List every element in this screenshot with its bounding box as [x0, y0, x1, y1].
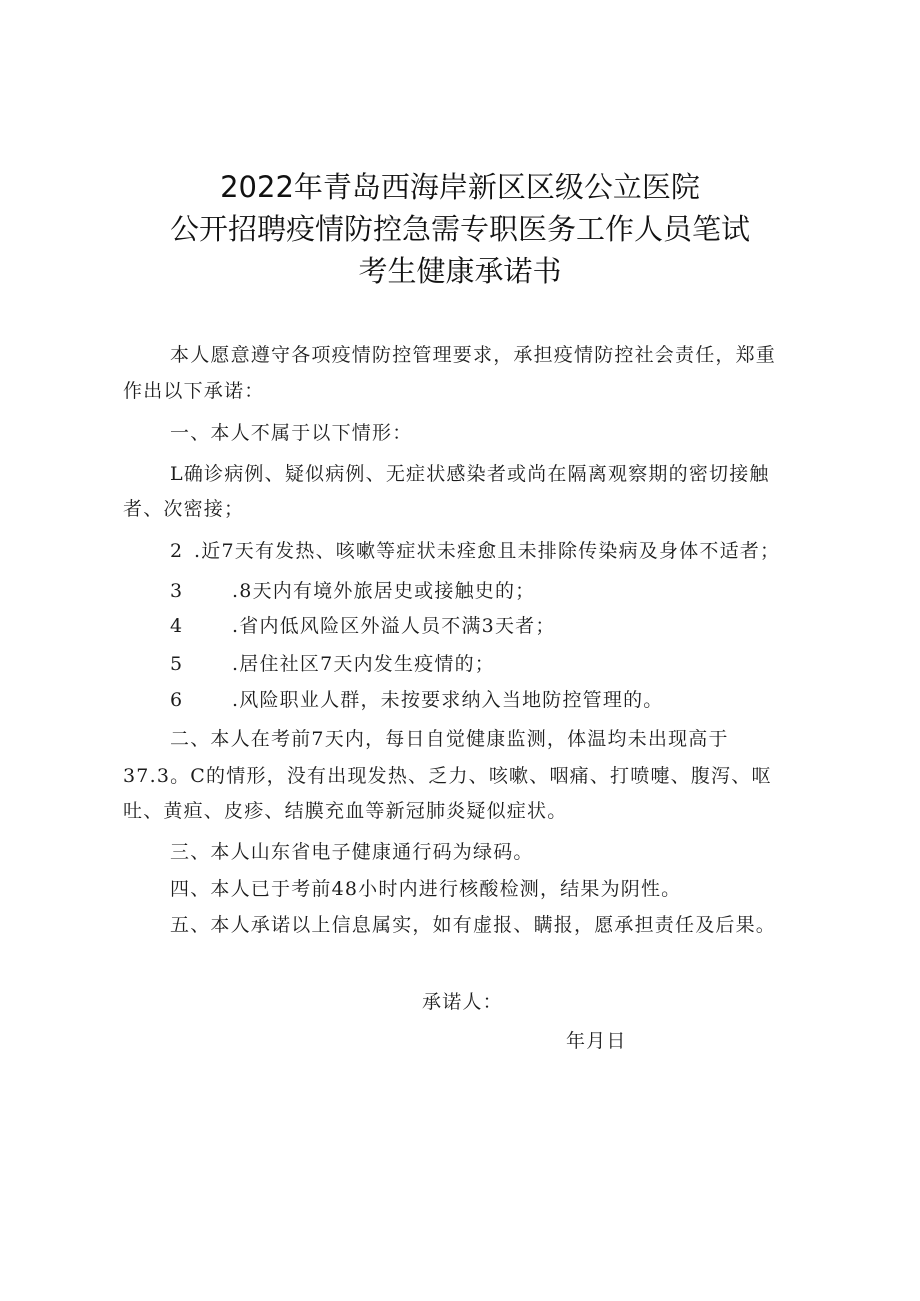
title-line-3: 考生健康承诺书	[358, 254, 562, 288]
item-5	[170, 649, 495, 676]
date-label: 年月日	[566, 1030, 627, 1052]
item-1-line-1: L确诊病例、疑似病例、无症状感染者或尚在隔离观察期的密切接触	[170, 463, 770, 485]
section-5: 五、本人承诺以上信息属实，如有虚报、瞒报，愿承担责任及后果。	[170, 914, 777, 936]
item-3-number: 3	[170, 580, 183, 602]
document-title	[0, 166, 920, 292]
item-2	[170, 536, 780, 563]
item-5-number: 5	[170, 653, 183, 675]
section-4: 四、本人已于考前48小时内进行核酸检测，结果为阴性。	[170, 878, 682, 900]
item-6	[170, 685, 664, 712]
section-2-line-1: 二、本人在考前7天内，每日自觉健康监测，体温均未出现高于	[170, 728, 729, 750]
item-2-number: 2	[170, 540, 183, 562]
item-3	[170, 576, 535, 603]
item-1-line-2: 者、次密接；	[123, 498, 245, 520]
section-2-line-3: 吐、黄疸、皮疹、结膜充血等新冠肺炎疑似症状。	[123, 800, 568, 822]
item-3-text: .8天内有境外旅居史或接触史的；	[232, 580, 536, 602]
section-2-line-2: 37.3。C的情形，没有出现发热、乏力、咳嗽、咽痛、打喷嚏、腹泻、呕	[123, 765, 772, 787]
title-line-2: 公开招聘疫情防控急需专职医务工作人员笔试	[169, 212, 750, 246]
item-6-text: .风险职业人群，未按要求纳入当地防控管理的。	[232, 689, 664, 711]
section-3: 三、本人山东省电子健康通行码为绿码。	[170, 841, 534, 863]
item-5-text: .居住社区7天内发生疫情的；	[232, 653, 495, 675]
title-line-1: 2022年青岛西海岸新区区级公立医院	[220, 170, 700, 204]
section-1-heading: 一、本人不属于以下情形：	[170, 422, 413, 444]
intro-line-2: 作出以下承诺：	[123, 380, 265, 402]
item-4-number: 4	[170, 615, 183, 637]
promiser-label: 承诺人：	[422, 991, 503, 1013]
item-4	[170, 611, 556, 638]
item-2-text: .近7天有发热、咳嗽等症状未痊愈且未排除传染病及身体不适者；	[194, 540, 781, 562]
intro-line-1: 本人愿意遵守各项疫情防控管理要求，承担疫情防控社会责任，郑重	[170, 344, 777, 366]
item-4-text: .省内低风险区外溢人员不满3天者；	[232, 615, 556, 637]
item-6-number: 6	[170, 689, 183, 711]
